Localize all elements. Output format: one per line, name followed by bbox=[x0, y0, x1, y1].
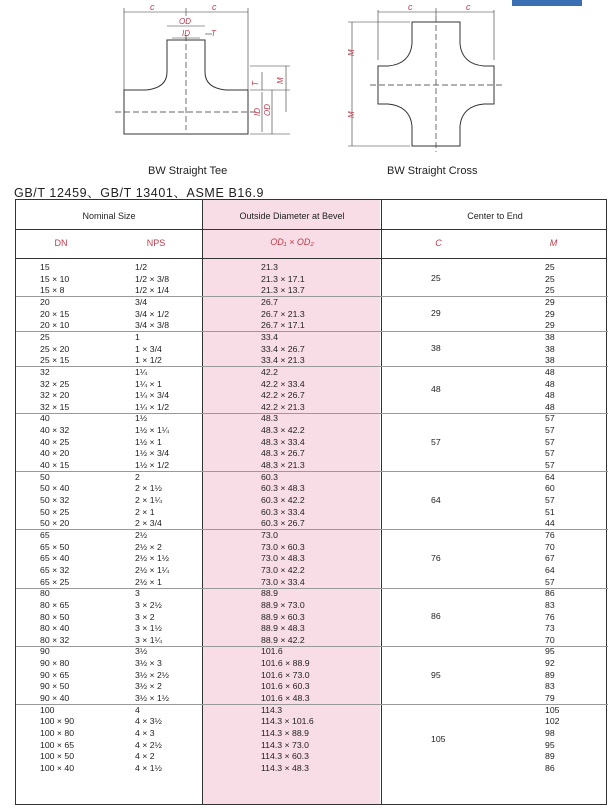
dn-cell: 80 × 50 bbox=[40, 611, 70, 622]
nps-cell: 3 × 2 bbox=[135, 611, 155, 622]
nps-cell: 2½ × 1 bbox=[135, 576, 162, 587]
nps-cell: 3½ × 2½ bbox=[135, 669, 170, 680]
dn-cell: 100 × 65 bbox=[40, 739, 75, 750]
m-cell: 57 bbox=[545, 495, 555, 505]
m-cell: 38 bbox=[545, 343, 555, 354]
od-cell: 33.4 × 21.3 bbox=[261, 355, 305, 366]
nps-cell: 3½ bbox=[135, 646, 148, 657]
od-cell: 88.9 bbox=[261, 588, 278, 599]
tee-m-label: M bbox=[276, 77, 285, 84]
dn-cell: 90 × 80 bbox=[40, 658, 70, 669]
nps-cell: 2 × 1½ bbox=[135, 483, 162, 494]
header-outside-diameter: Outside Diameter at Bevel bbox=[239, 211, 345, 221]
group-divider bbox=[16, 646, 608, 647]
m-cell: 57 bbox=[545, 413, 555, 424]
m-cell: 86 bbox=[545, 588, 555, 599]
m-cell: 76 bbox=[545, 611, 555, 622]
m-cell: 25 bbox=[545, 262, 555, 272]
od-cell: 88.9 × 48.3 bbox=[261, 623, 305, 634]
dn-cell: 90 × 65 bbox=[40, 669, 70, 680]
dn-cell: 80 × 65 bbox=[40, 599, 70, 610]
m-cell: 86 bbox=[545, 762, 555, 773]
nps-cell: 1¼ × 3/4 bbox=[135, 390, 170, 401]
od-cell: 42.2 bbox=[261, 366, 278, 377]
dn-cell: 40 × 15 bbox=[40, 460, 70, 471]
header-m: M bbox=[549, 238, 558, 248]
nps-cell: 1¼ × 1 bbox=[135, 378, 162, 389]
header-center-to-end: Center to End bbox=[467, 211, 523, 221]
m-cell: 105 bbox=[545, 704, 560, 715]
od-cell: 73.0 × 33.4 bbox=[261, 576, 305, 587]
m-cell: 83 bbox=[545, 599, 555, 610]
dn-cell: 90 × 50 bbox=[40, 681, 70, 692]
m-cell: 95 bbox=[545, 646, 555, 657]
c-cell: 105 bbox=[431, 733, 446, 744]
nps-cell: 3/4 × 1/2 bbox=[135, 308, 170, 319]
cross-m-top-label: M bbox=[347, 49, 356, 56]
fitting-diagrams bbox=[0, 0, 616, 180]
group-divider bbox=[16, 529, 608, 530]
od-cell: 21.3 × 17.1 bbox=[261, 273, 305, 284]
tee-od-label: OD bbox=[179, 17, 191, 26]
cross-m-bottom-label: M bbox=[347, 111, 356, 118]
tee-t-label: T bbox=[211, 29, 216, 38]
dn-cell: 15 × 10 bbox=[40, 273, 70, 284]
od-cell: 60.3 × 33.4 bbox=[261, 506, 305, 517]
od-cell: 114.3 × 73.0 bbox=[261, 739, 309, 750]
nps-cell: 2 bbox=[135, 471, 140, 482]
dn-cell: 50 bbox=[40, 471, 50, 482]
group-divider bbox=[16, 413, 608, 414]
m-cell: 25 bbox=[545, 285, 555, 296]
m-cell: 57 bbox=[545, 448, 555, 459]
dn-cell: 20 bbox=[40, 296, 50, 307]
c-cell: 95 bbox=[431, 669, 441, 680]
od-cell: 88.9 × 73.0 bbox=[261, 599, 305, 610]
nps-cell: 1½ × 3/4 bbox=[135, 448, 170, 459]
od-cell: 60.3 × 42.2 bbox=[261, 495, 305, 505]
cross-caption: BW Straight Cross bbox=[387, 165, 478, 177]
m-cell: 44 bbox=[545, 518, 555, 529]
dn-cell: 100 × 40 bbox=[40, 762, 75, 773]
od-cell: 21.3 × 13.7 bbox=[261, 285, 305, 296]
header-dn: DN bbox=[54, 238, 68, 248]
nps-cell: 3 × 2½ bbox=[135, 599, 162, 610]
od-cell: 114.3 × 60.3 bbox=[261, 751, 309, 762]
c-cell: 48 bbox=[431, 384, 441, 395]
header-divider-1 bbox=[16, 229, 606, 230]
od-cell: 73.0 × 48.3 bbox=[261, 553, 305, 564]
nps-cell: 2 × 3/4 bbox=[135, 518, 162, 529]
m-cell: 38 bbox=[545, 355, 555, 366]
m-cell: 83 bbox=[545, 681, 555, 692]
od-cell: 88.9 × 60.3 bbox=[261, 611, 305, 622]
od-cell: 21.3 bbox=[261, 262, 278, 272]
m-cell: 48 bbox=[545, 378, 555, 389]
m-cell: 64 bbox=[545, 564, 555, 575]
m-cell: 89 bbox=[545, 751, 555, 762]
m-cell: 29 bbox=[545, 296, 555, 307]
c-cell: 86 bbox=[431, 611, 441, 622]
m-cell: 48 bbox=[545, 366, 555, 377]
od-cell: 26.7 × 21.3 bbox=[261, 308, 305, 319]
dn-cell: 50 × 32 bbox=[40, 495, 70, 505]
nps-cell: 2 × 1 bbox=[135, 506, 155, 517]
nps-cell: 3½ × 2 bbox=[135, 681, 162, 692]
nps-cell: 2 × 1¼ bbox=[135, 495, 162, 505]
dn-cell: 40 × 20 bbox=[40, 448, 70, 459]
standard-line: GB/T 12459、GB/T 13401、ASME B16.9 bbox=[14, 186, 265, 200]
m-cell: 48 bbox=[545, 390, 555, 401]
group-divider bbox=[16, 588, 608, 589]
dn-cell: 25 bbox=[40, 331, 50, 342]
header-c: C bbox=[435, 238, 442, 248]
col-divider-od-left bbox=[202, 200, 203, 804]
od-cell: 26.7 bbox=[261, 296, 278, 307]
m-cell: 38 bbox=[545, 331, 555, 342]
od-cell: 60.3 × 26.7 bbox=[261, 518, 305, 529]
nps-cell: 1 × 1/2 bbox=[135, 355, 162, 366]
od-cell: 42.2 × 26.7 bbox=[261, 390, 305, 401]
dn-cell: 90 bbox=[40, 646, 50, 657]
dn-cell: 25 × 20 bbox=[40, 343, 70, 354]
od-cell: 48.3 bbox=[261, 413, 278, 424]
nps-cell: 3½ × 1½ bbox=[135, 693, 170, 704]
nps-cell: 2½ × 1¼ bbox=[135, 564, 170, 575]
dn-cell: 50 × 25 bbox=[40, 506, 70, 517]
m-cell: 79 bbox=[545, 693, 555, 704]
m-cell: 25 bbox=[545, 273, 555, 284]
dn-cell: 65 × 25 bbox=[40, 576, 70, 587]
nps-cell: 1¼ bbox=[135, 366, 148, 377]
dn-cell: 32 × 15 bbox=[40, 401, 70, 412]
m-cell: 98 bbox=[545, 728, 555, 738]
nps-cell: 2½ bbox=[135, 529, 148, 540]
m-cell: 64 bbox=[545, 471, 555, 482]
m-cell: 29 bbox=[545, 320, 555, 331]
nps-cell: 1 × 3/4 bbox=[135, 343, 162, 354]
header-nps: NPS bbox=[146, 238, 166, 248]
tee-c-right-label: c bbox=[212, 2, 217, 12]
m-cell: 60 bbox=[545, 483, 555, 494]
nps-cell: 3/4 bbox=[135, 296, 148, 307]
header-divider-2 bbox=[16, 258, 606, 259]
dn-cell: 32 bbox=[40, 366, 50, 377]
nps-cell: 3 bbox=[135, 588, 140, 599]
dn-cell: 32 × 25 bbox=[40, 378, 70, 389]
nps-cell: 1½ bbox=[135, 413, 148, 424]
od-cell: 48.3 × 21.3 bbox=[261, 460, 305, 471]
dn-cell: 50 × 20 bbox=[40, 518, 70, 529]
dn-cell: 32 × 20 bbox=[40, 390, 70, 401]
cross-drawing bbox=[348, 8, 502, 152]
m-cell: 95 bbox=[545, 739, 555, 750]
header-nominal-size: Nominal Size bbox=[82, 211, 136, 221]
od-cell: 42.2 × 21.3 bbox=[261, 401, 305, 412]
dn-cell: 100 × 80 bbox=[40, 728, 75, 738]
dn-cell: 80 bbox=[40, 588, 50, 599]
dn-cell: 100 × 90 bbox=[40, 716, 75, 727]
od-cell: 48.3 × 33.4 bbox=[261, 436, 305, 447]
dn-cell: 65 × 50 bbox=[40, 541, 70, 552]
dn-cell: 40 × 32 bbox=[40, 425, 70, 436]
nps-cell: 4 × 1½ bbox=[135, 762, 162, 773]
od-cell: 33.4 bbox=[261, 331, 278, 342]
nps-cell: 4 × 2½ bbox=[135, 739, 162, 750]
od-cell: 48.3 × 42.2 bbox=[261, 425, 305, 436]
nps-cell: 1 bbox=[135, 331, 140, 342]
cross-c-left-label: c bbox=[408, 2, 413, 12]
tee-t2-label: T bbox=[251, 81, 260, 86]
nps-cell: 4 × 3½ bbox=[135, 716, 162, 727]
dn-cell: 20 × 10 bbox=[40, 320, 70, 331]
od-cell: 73.0 × 60.3 bbox=[261, 541, 305, 552]
dn-cell: 100 × 50 bbox=[40, 751, 75, 762]
dn-cell: 65 bbox=[40, 529, 50, 540]
od-cell: 114.3 × 48.3 bbox=[261, 762, 309, 773]
od-cell: 73.0 × 42.2 bbox=[261, 564, 305, 575]
dn-cell: 40 × 25 bbox=[40, 436, 70, 447]
od-cell: 114.3 × 88.9 bbox=[261, 728, 309, 738]
c-cell: 29 bbox=[431, 308, 441, 319]
m-cell: 57 bbox=[545, 425, 555, 436]
od-cell: 42.2 × 33.4 bbox=[261, 378, 305, 389]
dn-cell: 80 × 40 bbox=[40, 623, 70, 634]
dn-cell: 80 × 32 bbox=[40, 634, 70, 645]
nps-cell: 3½ × 3 bbox=[135, 658, 162, 669]
c-cell: 38 bbox=[431, 343, 441, 354]
od-cell: 101.6 × 60.3 bbox=[261, 681, 310, 692]
od-cell: 114.3 × 101.6 bbox=[261, 716, 314, 727]
m-cell: 51 bbox=[545, 506, 555, 517]
dn-cell: 50 × 40 bbox=[40, 483, 70, 494]
tee-od2-label: OD bbox=[263, 104, 272, 116]
group-divider bbox=[16, 471, 608, 472]
nps-cell: 1/2 × 1/4 bbox=[135, 285, 170, 296]
od-cell: 88.9 × 42.2 bbox=[261, 634, 305, 645]
od-cell: 60.3 × 48.3 bbox=[261, 483, 305, 494]
od-cell: 101.6 × 48.3 bbox=[261, 693, 310, 704]
dimension-table bbox=[15, 199, 607, 805]
nps-cell: 3/4 × 3/8 bbox=[135, 320, 170, 331]
m-cell: 73 bbox=[545, 623, 555, 634]
nps-cell: 1/2 × 3/8 bbox=[135, 273, 170, 284]
nps-cell: 1¼ × 1/2 bbox=[135, 401, 170, 412]
cross-c-right-label: c bbox=[466, 2, 471, 12]
dn-cell: 15 × 8 bbox=[40, 285, 65, 296]
m-cell: 48 bbox=[545, 401, 555, 412]
c-cell: 57 bbox=[431, 436, 441, 447]
od-cell: 101.6 bbox=[261, 646, 283, 657]
dn-cell: 90 × 40 bbox=[40, 693, 70, 704]
tee-id-label: ID bbox=[182, 29, 190, 38]
tee-caption: BW Straight Tee bbox=[148, 165, 228, 177]
nps-cell: 3 × 1¼ bbox=[135, 634, 162, 645]
m-cell: 57 bbox=[545, 576, 555, 587]
m-cell: 70 bbox=[545, 541, 555, 552]
od-cell: 48.3 × 26.7 bbox=[261, 448, 305, 459]
nps-cell: 4 × 3 bbox=[135, 728, 155, 738]
dn-cell: 100 bbox=[40, 704, 55, 715]
m-cell: 57 bbox=[545, 460, 555, 471]
nps-cell: 1½ × 1 bbox=[135, 436, 162, 447]
group-divider bbox=[16, 331, 608, 332]
dn-cell: 40 bbox=[40, 413, 50, 424]
group-divider bbox=[16, 704, 608, 705]
m-cell: 92 bbox=[545, 658, 555, 669]
header-od: OD₁ × OD₂ bbox=[270, 237, 314, 247]
group-divider bbox=[16, 296, 608, 297]
tee-id2-label: ID bbox=[253, 108, 262, 116]
nps-cell: 1½ × 1/2 bbox=[135, 460, 170, 471]
od-cell: 114.3 bbox=[261, 704, 283, 715]
od-cell: 101.6 × 73.0 bbox=[261, 669, 310, 680]
nps-cell: 2½ × 2 bbox=[135, 541, 162, 552]
m-cell: 57 bbox=[545, 436, 555, 447]
m-cell: 29 bbox=[545, 308, 555, 319]
m-cell: 70 bbox=[545, 634, 555, 645]
nps-cell: 4 bbox=[135, 704, 140, 715]
od-cell: 26.7 × 17.1 bbox=[261, 320, 305, 331]
c-cell: 76 bbox=[431, 553, 441, 564]
m-cell: 102 bbox=[545, 716, 560, 727]
dn-cell: 25 × 15 bbox=[40, 355, 70, 366]
od-cell: 101.6 × 88.9 bbox=[261, 658, 310, 669]
dn-cell: 65 × 32 bbox=[40, 564, 70, 575]
c-cell: 64 bbox=[431, 494, 441, 505]
nps-cell: 1/2 bbox=[135, 262, 148, 272]
nps-cell: 4 × 2 bbox=[135, 751, 155, 762]
dn-cell: 65 × 40 bbox=[40, 553, 70, 564]
od-cell: 73.0 bbox=[261, 529, 278, 540]
tee-c-left-label: c bbox=[150, 2, 155, 12]
group-divider bbox=[16, 366, 608, 367]
od-cell: 33.4 × 26.7 bbox=[261, 343, 305, 354]
c-cell: 25 bbox=[431, 273, 441, 284]
dn-cell: 15 bbox=[40, 262, 50, 272]
od-cell: 60.3 bbox=[261, 471, 278, 482]
nps-cell: 1½ × 1¼ bbox=[135, 425, 170, 436]
col-divider-od-right bbox=[381, 200, 382, 804]
nps-cell: 2½ × 1½ bbox=[135, 553, 170, 564]
dn-cell: 20 × 15 bbox=[40, 308, 70, 319]
nps-cell: 3 × 1½ bbox=[135, 623, 162, 634]
m-cell: 76 bbox=[545, 529, 555, 540]
m-cell: 89 bbox=[545, 669, 555, 680]
m-cell: 67 bbox=[545, 553, 555, 564]
